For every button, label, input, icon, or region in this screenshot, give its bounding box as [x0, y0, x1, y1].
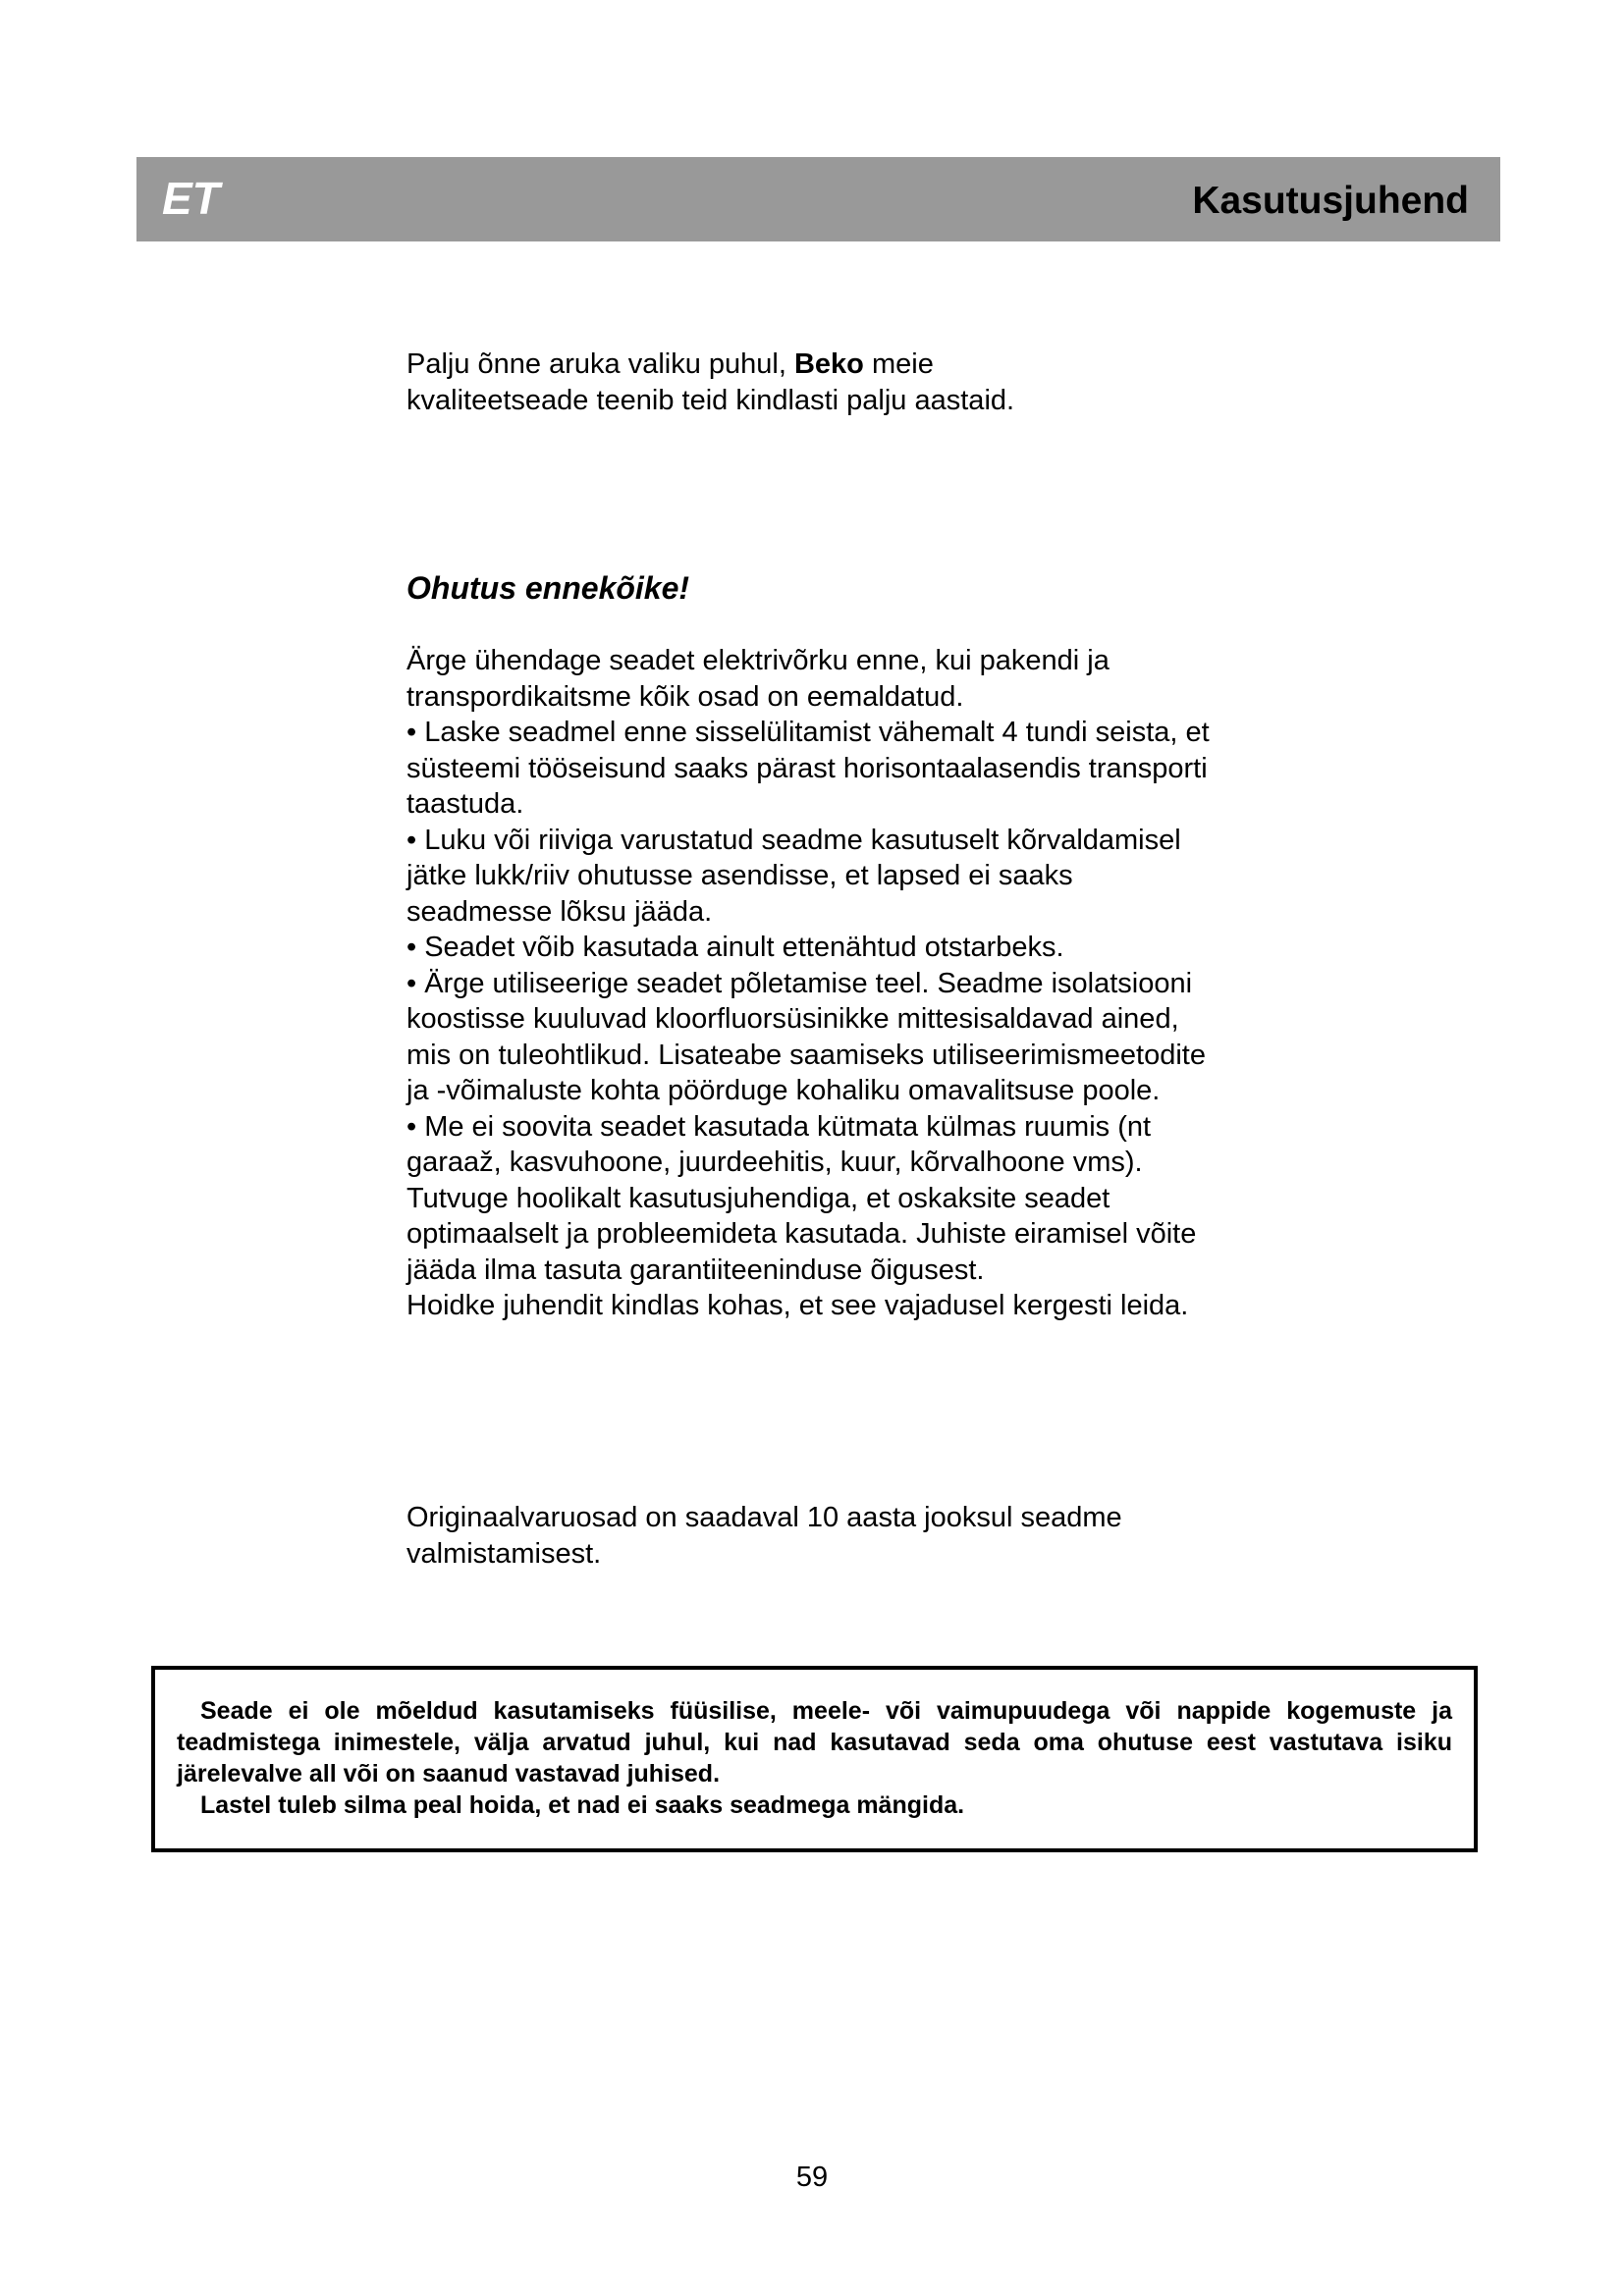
safety-bullet: • Seadet võib kasutada ainult ettenähtud otstarbeks.: [406, 932, 1064, 963]
notice-paragraph-2: Lastel tuleb silma peal hoida, et nad ei saaks seadmega mängida.: [200, 1791, 965, 1819]
notice-paragraph-1: Seade ei ole mõeldud kasutamiseks füüsilise, meele- või vaimupuudega või nappide kogemuste ja teadmistega inimestele, välja arvatud juhul, kui nad kasutavad seda oma ohutuse eest vastutava isiku järelevalve all või on saanud vastavad juhised.: [177, 1697, 1452, 1788]
safety-heading: Ohutus ennekõike!: [406, 570, 690, 606]
safety-bullet: • Luku või riiviga varustatud seadme kasutuselt kõrvaldamisel jätke lukk/riiv ohutusse asendisse, et lapsed ei saaks seadmesse lõksu jääda.: [406, 824, 1181, 928]
spare-parts-text: Originaalvaruosad on saadaval 10 aasta jooksul seadme valmistamisest.: [406, 1502, 1122, 1570]
notice-box: [151, 1666, 1478, 1852]
intro-text: [406, 347, 1221, 418]
page-number: 59: [795, 2162, 829, 2193]
document-title: Kasutusjuhend: [1192, 180, 1469, 222]
safety-bullet: • Laske seadmel enne sisselülitamist vähemalt 4 tundi seista, et süsteemi tööseisund saaks pärast horisontaalasendis transporti taastuda.: [406, 717, 1210, 820]
intro-text-after: meie: [863, 348, 934, 380]
safety-paragraph: Tutvuge hoolikalt kasutusjuhendiga, et oskaksite seadet optimaalselt ja probleemideta kasutada. Juhiste eiramisel võite jääda ilma tasuta garantiiteeninduse õigusest.: [406, 1182, 1197, 1286]
intro-text-before: Palju õnne aruka valiku puhul,: [406, 348, 794, 380]
safety-body: [406, 643, 1221, 1324]
safety-bullet: • Me ei soovita seadet kasutada kütmata külmas ruumis (nt garaaž, kasvuhoone, juurdeehitis, kuur, kõrvalhoone vms).: [406, 1110, 1152, 1178]
safety-bullet: • Ärge utiliseerige seadet põletamise teel. Seadme isolatsiooni koostisse kuuluvad kloorfluorsüsinikke mittesisaldavad ained, mis on tuleohtlikud. Lisateabe saamiseks utiliseerimismeetodite ja -võimaluste kohta pöörduge kohaliku omavalitsuse poole.: [406, 967, 1206, 1106]
header-bar: [136, 157, 1500, 241]
safety-paragraph: Hoidke juhendit kindlas kohas, et see vajadusel kergesti leida.: [406, 1290, 1189, 1321]
brand-name: Beko: [793, 348, 864, 380]
language-code: ET: [162, 173, 220, 224]
intro-line-2: kvaliteetseade teenib teid kindlasti palju aastaid.: [406, 384, 1015, 416]
safety-paragraph: Ärge ühendage seadet elektrivõrku enne, kui pakendi ja transpordikaitsme kõik osad on eemaldatud.: [406, 645, 1110, 713]
